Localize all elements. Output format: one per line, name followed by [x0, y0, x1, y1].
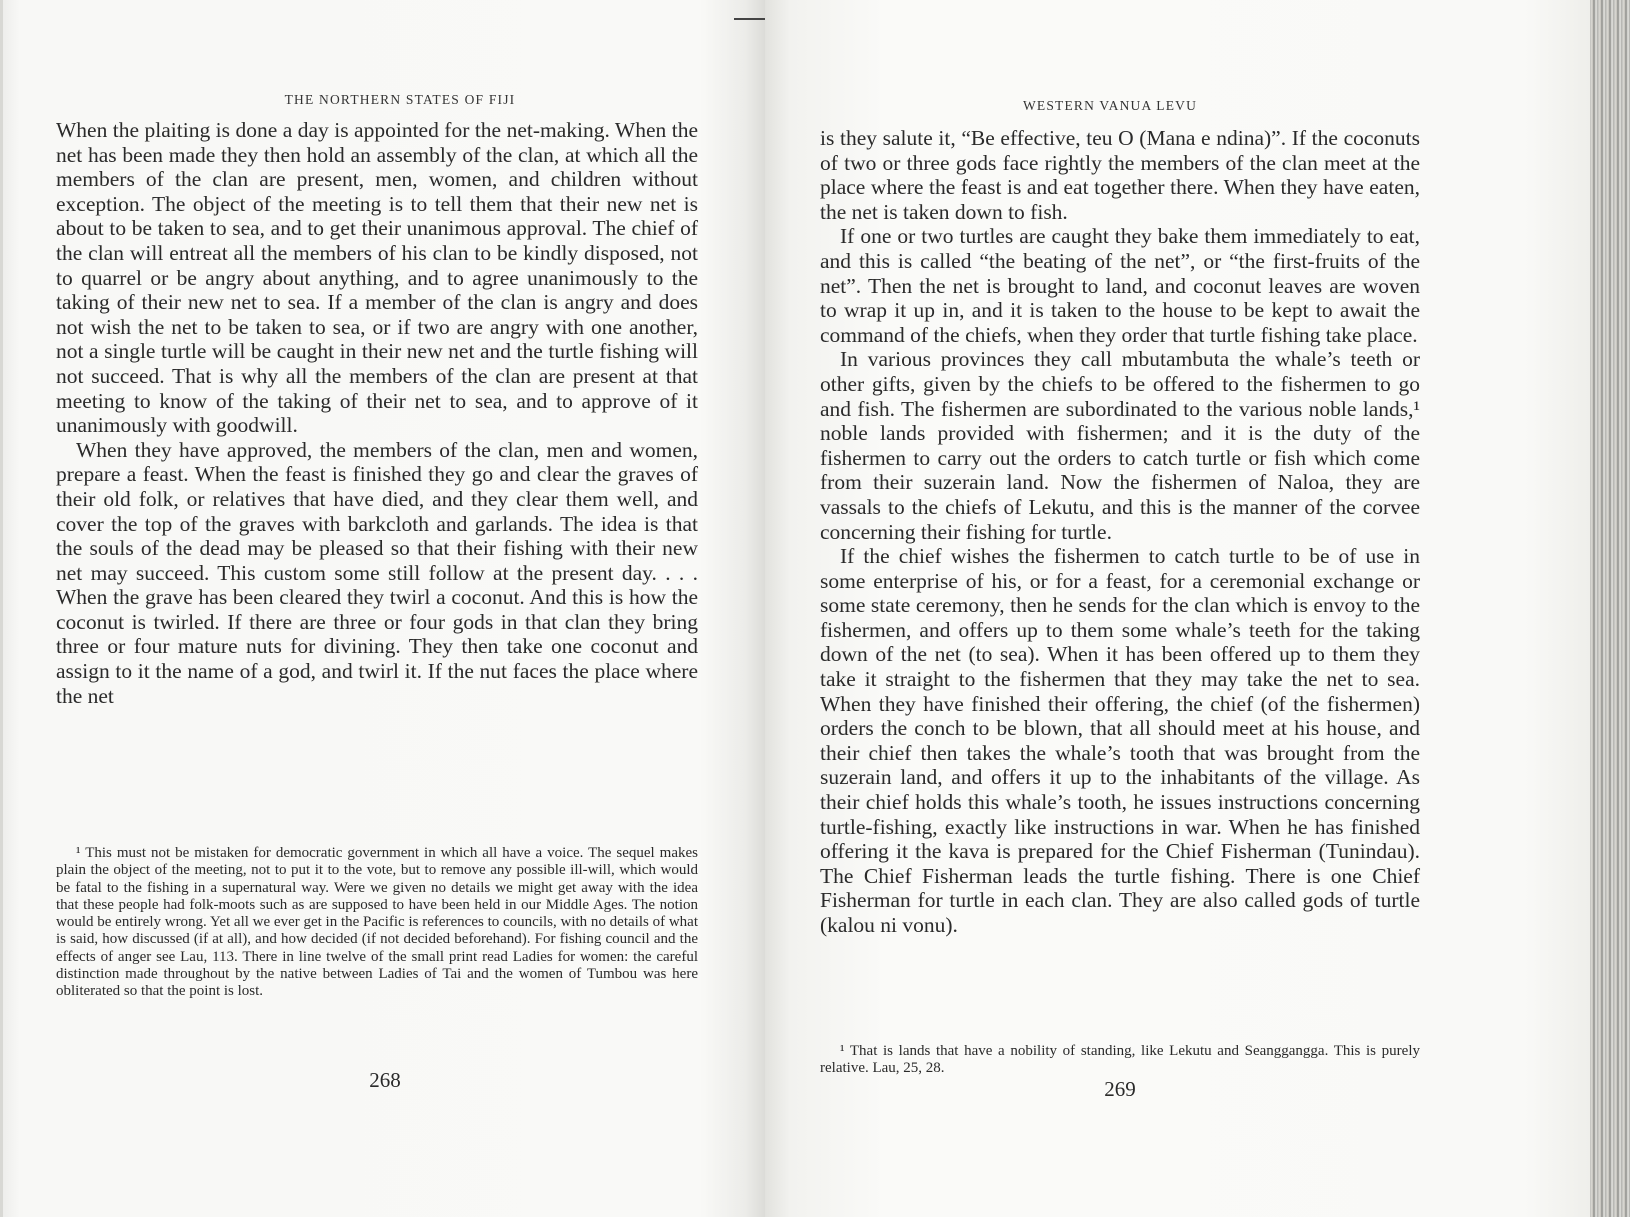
paragraph: If one or two turtles are caught they bake them immediately to eat, and this is called “the beating of the net”, or “the first-fruits of the net”. Then the net is brought to land, and coconut leaves are woven to wrap it up in, and it is taken to the house to be kept to await the command of the chiefs, when they order that turtle fishing take place. [820, 224, 1420, 347]
paragraph: When the plaiting is done a day is appointed for the net-making. When the net has been made they then hold an assembly of the clan, at which all the members of the clan are present, men, women, and children without exception. The object of the meeting is to tell them that their new net is about to be taken to sea, and to get their unanimous approval. The chief of the clan will entreat all the members of his clan to be kindly disposed, not to quarrel or be angry about anything, and to agree unanimously to the taking of their new net to sea. If a member of the clan is angry and does not wish the net to be taken to sea, or if two are angry with one another, not a single turtle will be caught in their new net and the turtle fishing will not succeed. That is why all the members of the clan are present at that meeting to know of the taking of their net to sea, and to approve of it unanimously with goodwill. [56, 118, 698, 438]
page-stack-edge [1590, 0, 1630, 1217]
page-number-right: 269 [1104, 1077, 1136, 1101]
body-text-right [820, 126, 1420, 938]
left-page [0, 0, 765, 1217]
footnote-text: ¹ That is lands that have a nobility of standing, like Lekutu and Seanggangga. This is purely relative. Lau, 25, 28. [820, 1043, 1420, 1077]
paragraph: If the chief wishes the fishermen to catch turtle to be of use in some enterprise of his, or for a feast, for a ceremonial exchange or some state ceremony, then he sends for the clan which is envoy to the fishermen, and offers up to them some whale’s teeth for the taking down of the net (to sea). When it has been offered up to them they take it straight to the fishermen that they may take the net to sea. When they have finished their offering, the chief (of the fishermen) orders the conch to be blown, that all should meet at his house, and their chief then takes the whale’s tooth that was brought from the suzerain land, and offers it up to the inhabitants of the village. As their chief holds this whale’s tooth, he issues instructions concerning turtle-fishing, exactly like instructions in war. When he has finished offering it the kava is prepared for the Chief Fisherman (Tunindau). The Chief Fisherman leads the turtle fishing. There is one Chief Fisherman for turtle in each clan. They are also called gods of turtle (kalou ni vonu). [820, 544, 1420, 937]
paragraph: In various provinces they call mbutambuta the whale’s teeth or other gifts, given by the chiefs to be offered to the fishermen to go and fish. The fishermen are subordinated to the various noble lands,¹ noble lands provided with fishermen; and it is the duty of the fishermen to carry out the orders to catch turtle or fish which come from their suzerain land. Now the fishermen of Naloa, they are vassals to the chiefs of Lekutu, and this is the manner of the corvee concerning their fishing for turtle. [820, 347, 1420, 544]
running-head-right: WESTERN VANUA LEVU [1022, 98, 1198, 113]
footnote-right [820, 1043, 1420, 1078]
running-head-left: THE NORTHERN STATES OF FIJI [284, 92, 516, 107]
page-number-left: 268 [369, 1068, 401, 1092]
paragraph: When they have approved, the members of the clan, men and women, prepare a feast. When the feast is finished they go and clear the graves of their old folk, or relatives that have died, and they clear them well, and cover the top of the graves with barkcloth and garlands. The idea is that the souls of the dead may be pleased so that their fishing with their new net may succeed. This custom some still follow at the present day. . . . When the grave has been cleared they twirl a coconut. And this is how the coconut is twirled. If there are three or four gods in that clan they bring three or four mature nuts for divining. They then take one coconut and assign to it the name of a god, and twirl it. If the nut faces the place where the net [56, 437, 698, 708]
footnote-left [56, 845, 698, 1001]
footnote-text: ¹ This must not be mistaken for democratic government in which all have a voice. The sequel makes plain the object of the meeting, not to put it to the vote, but to remove any possible ill-will, which would be fatal to the fishing in a supernatural way. Were we given no details we might get away with the idea that these people had folk-moots such as are supposed to have been held in our Middle Ages. The notion would be entirely wrong. Yet all we ever get in the Pacific is references to councils, with no details of what is said, how discussed (if at all), and how decided (if not decided beforehand). For fishing council and the effects of anger see Lau, 113. There in line twelve of the small print read Ladies for women: the careful distinction made throughout by the native between Ladies of Tai and the women of Tumbou was here obliterated so that the point is lost. [56, 845, 698, 1000]
paragraph: is they salute it, “Be effective, teu O (Mana e ndina)”. If the coconuts of two or three gods face rightly the members of the clan meet at the place where the feast is and eat together there. When they have eaten, the net is taken down to fish. [820, 126, 1420, 224]
left-page-edge [0, 0, 3, 1217]
right-page [765, 0, 1595, 1217]
body-text-left [56, 118, 698, 708]
